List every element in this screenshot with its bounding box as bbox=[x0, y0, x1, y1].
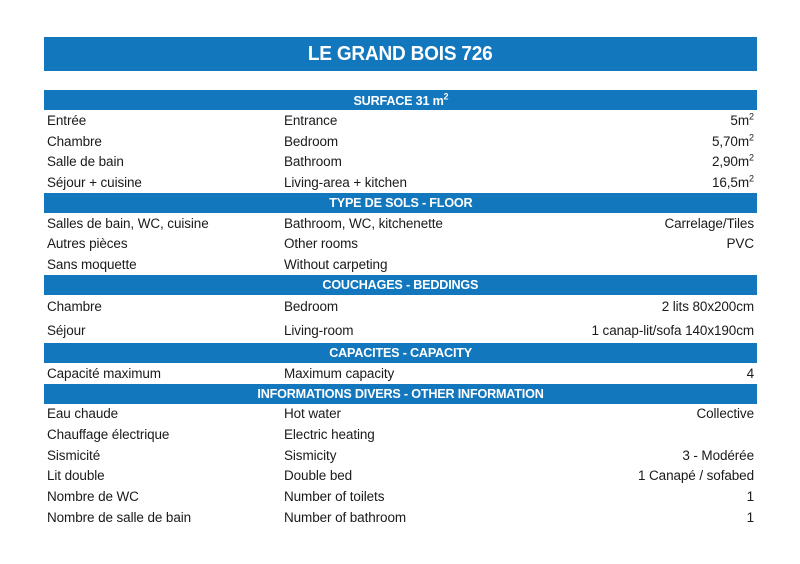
row-label-fr: Autres pièces bbox=[47, 236, 128, 252]
table-row bbox=[44, 172, 757, 193]
row-label-fr: Séjour bbox=[47, 323, 86, 339]
row-label-fr: Eau chaude bbox=[47, 406, 119, 422]
row-label-fr: Salle de bain bbox=[47, 154, 124, 170]
page-title-text: LE GRAND BOIS 726 bbox=[308, 42, 493, 65]
row-label-en: Maximum capacity bbox=[284, 365, 395, 381]
row-label-en: Other rooms bbox=[284, 236, 358, 252]
row-label-en: Bathroom bbox=[284, 154, 342, 170]
row-label-fr: Séjour + cuisine bbox=[47, 174, 142, 190]
row-label-fr: Chambre bbox=[47, 133, 102, 149]
table-row bbox=[44, 486, 757, 507]
row-label-fr: Chambre bbox=[47, 299, 102, 315]
row-value: 4 bbox=[746, 365, 754, 381]
table-row bbox=[44, 151, 757, 172]
row-label-en: Bathroom, WC, kitchenette bbox=[284, 215, 443, 231]
superscript: 2 bbox=[748, 152, 754, 163]
row-value: 1 bbox=[746, 489, 754, 505]
row-label-fr: Nombre de salle de bain bbox=[47, 509, 192, 525]
superscript: 2 bbox=[748, 173, 754, 184]
table-row bbox=[44, 254, 757, 275]
table-row bbox=[44, 295, 757, 319]
row-value: $5m^2$ bbox=[730, 111, 754, 128]
row-label-en: Bedroom bbox=[284, 299, 339, 315]
info-sheet bbox=[44, 37, 757, 528]
row-value: 1 bbox=[746, 509, 754, 525]
row-value: $16,5m^2$ bbox=[711, 173, 754, 190]
table-row bbox=[44, 445, 757, 466]
row-label-en: Double bed bbox=[284, 468, 353, 484]
row-label-fr: Capacité maximum bbox=[47, 365, 161, 381]
row-label-en: Number of toilets bbox=[284, 489, 385, 505]
row-label-fr: Chauffage électrique bbox=[47, 427, 170, 443]
row-label-en: Hot water bbox=[284, 406, 341, 422]
table-row bbox=[44, 319, 757, 343]
section-header-surface bbox=[44, 90, 757, 110]
row-label-fr: Entrée bbox=[47, 112, 87, 128]
row-label-fr: Nombre de WC bbox=[47, 489, 139, 505]
section-header-other-information bbox=[44, 384, 757, 404]
row-value: Collective bbox=[696, 406, 754, 422]
row-label-en: Without carpeting bbox=[284, 256, 388, 272]
page-title bbox=[44, 37, 757, 71]
row-label-fr: Salles de bain, WC, cuisine bbox=[47, 215, 209, 231]
superscript: 2 bbox=[443, 91, 449, 102]
table-row bbox=[44, 213, 757, 234]
section-header-capacity bbox=[44, 343, 757, 363]
row-value: $5,70m^2$ bbox=[711, 132, 754, 149]
row-label-en: Bedroom bbox=[284, 133, 339, 149]
row-value: Carrelage/Tiles bbox=[664, 215, 754, 231]
row-label-fr: Lit double bbox=[47, 468, 105, 484]
row-label-en: Living-room bbox=[284, 323, 354, 339]
superscript: 2 bbox=[748, 132, 754, 143]
section-header-label: SURFACE 31 m bbox=[352, 92, 444, 108]
row-value: 2 lits 80x200cm bbox=[661, 299, 754, 315]
section-header-label: TYPE DE SOLS - FLOOR bbox=[328, 195, 473, 211]
table-row bbox=[44, 110, 757, 131]
section-header-label: INFORMATIONS DIVERS - OTHER INFORMATION bbox=[257, 386, 544, 401]
table-row bbox=[44, 363, 757, 384]
row-label-en: Sismicity bbox=[284, 447, 337, 463]
section-header-label: COUCHAGES - BEDDINGS bbox=[322, 277, 479, 293]
row-label-en: Number of bathroom bbox=[284, 509, 407, 525]
row-label-fr: Sismicité bbox=[47, 447, 101, 463]
row-label-fr: Sans moquette bbox=[47, 256, 137, 272]
table-row bbox=[44, 131, 757, 152]
row-value: PVC bbox=[726, 236, 754, 252]
table-row bbox=[44, 404, 757, 425]
section-header-floor bbox=[44, 193, 757, 213]
section-header-label: CAPACITES - CAPACITY bbox=[329, 345, 472, 361]
table-row bbox=[44, 233, 757, 254]
row-value: 1 canap-lit/sofa 140x190cm bbox=[591, 323, 754, 339]
table-row bbox=[44, 424, 757, 445]
row-label-en: Electric heating bbox=[284, 427, 375, 443]
table-row bbox=[44, 466, 757, 487]
row-value: 3 - Modérée bbox=[682, 447, 754, 463]
table-row bbox=[44, 507, 757, 528]
superscript: 2 bbox=[748, 111, 754, 122]
row-label-en: Living-area + kitchen bbox=[284, 174, 407, 190]
row-value: 1 Canapé / sofabed bbox=[637, 468, 754, 484]
row-label-en: Entrance bbox=[284, 112, 338, 128]
section-header-beddings bbox=[44, 275, 757, 295]
row-value: $2,90m^2$ bbox=[711, 152, 754, 170]
